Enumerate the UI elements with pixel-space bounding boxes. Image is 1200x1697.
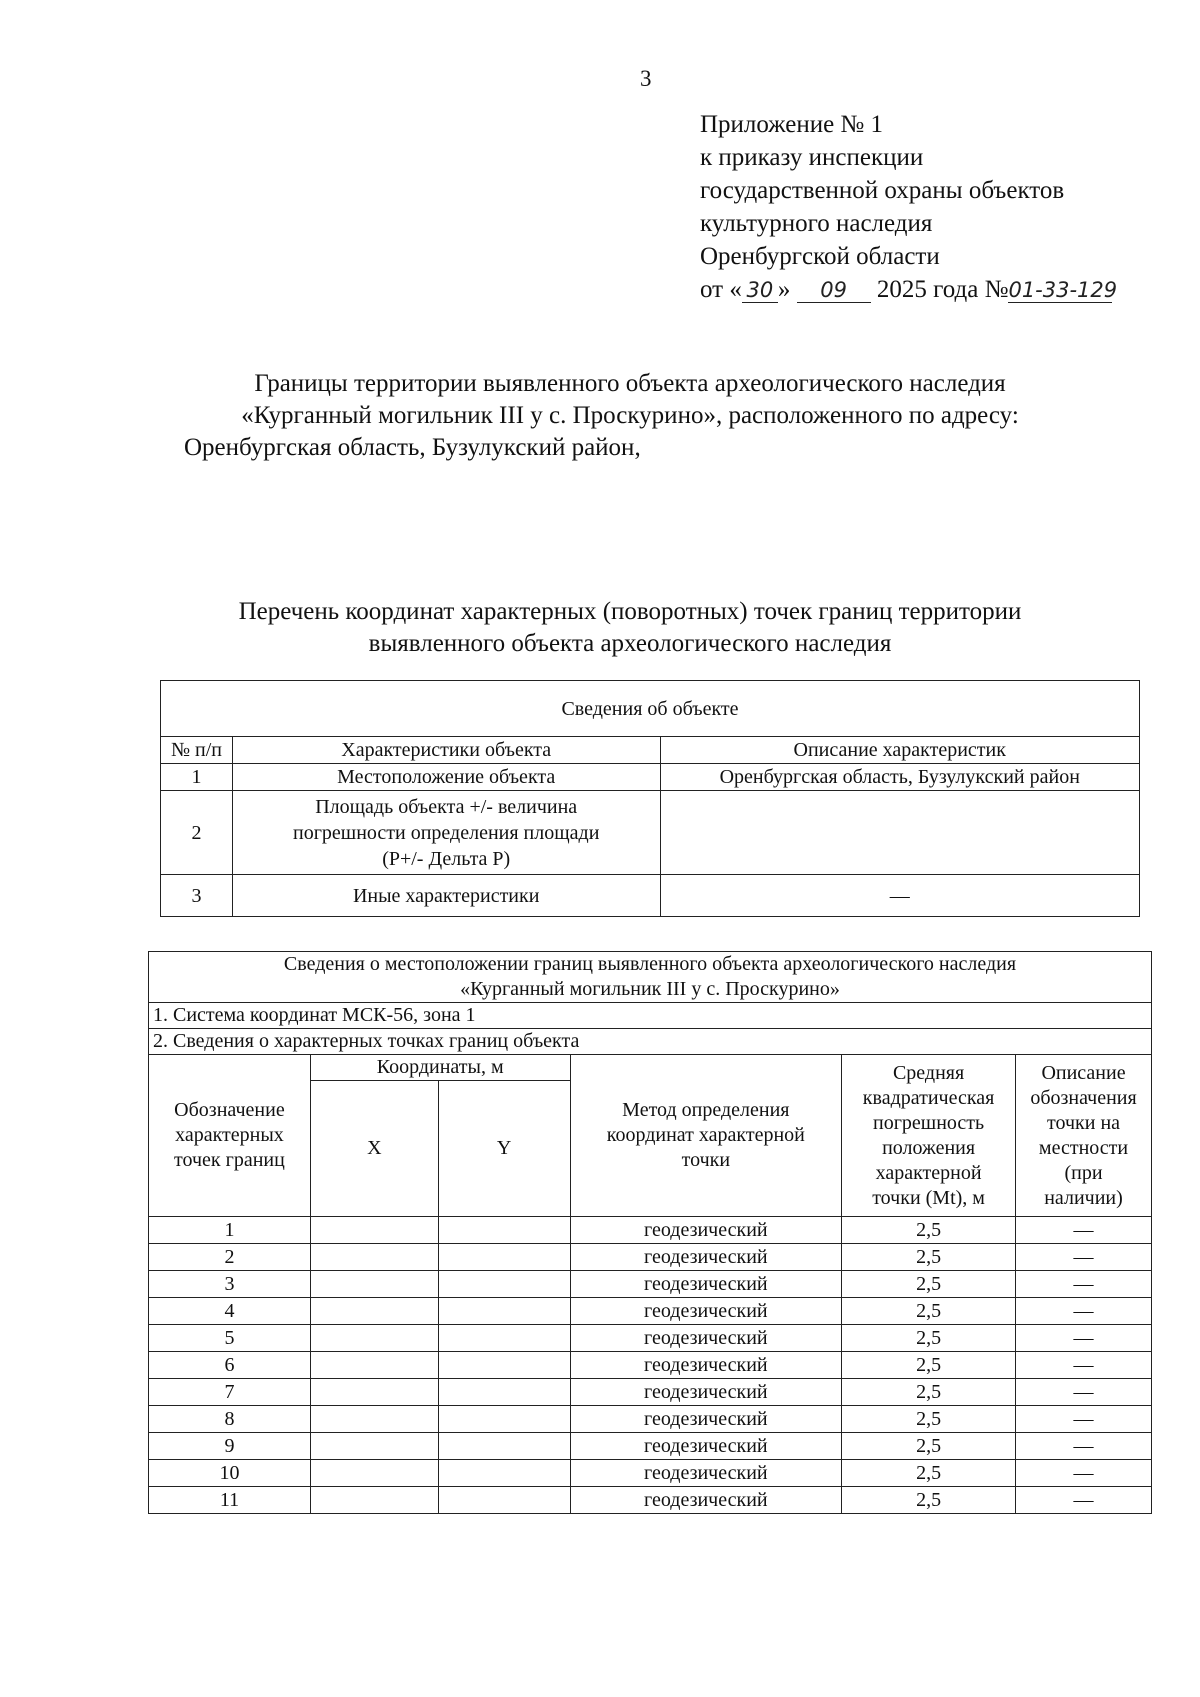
coord-x [310,1271,438,1298]
coord-y [438,1352,570,1379]
point-number: 6 [149,1352,311,1379]
table-row [149,1271,1152,1298]
header-y: Y [438,1081,570,1217]
appendix-line: Оренбургской области [700,243,940,270]
header-line: точки [681,1149,731,1171]
coord-x [310,1325,438,1352]
header-line: положения [882,1136,976,1159]
coordinate-system: 1. Система координат МСК-56, зона 1 [149,1003,1152,1029]
heading-line: Границы территории выявленного объекта археологического наследия [254,370,1006,397]
point-description: — [1016,1352,1152,1379]
coord-x [310,1379,438,1406]
row-characteristic [232,791,660,875]
coord-y [438,1298,570,1325]
coord-y [438,1460,570,1487]
header-num: № п/п [161,737,233,764]
error: 2,5 [842,1406,1016,1433]
row-description: Оренбургская область, Бузулукский район [660,764,1140,791]
boundary-points-table [148,951,1152,1514]
coord-x [310,1460,438,1487]
header-line: характерной [875,1161,982,1184]
error: 2,5 [842,1379,1016,1406]
point-number: 4 [149,1298,311,1325]
point-description: — [1016,1325,1152,1352]
date-month: 09 [797,278,871,303]
characteristic-line: Площадь объекта +/- величина [315,795,578,818]
method: геодезический [570,1271,842,1298]
header-line: наличии) [1044,1186,1123,1209]
row-description: — [660,875,1140,917]
characteristic-line: (Р+/- Дельта Р) [382,847,511,870]
appendix-line: государственной охраны объектов [700,177,1065,204]
table-row [149,1406,1152,1433]
coord-y [438,1406,570,1433]
point-description: — [1016,1298,1152,1325]
error: 2,5 [842,1325,1016,1352]
table-row [161,791,1140,875]
points-section-title: 2. Сведения о характерных точках границ объекта [149,1029,1152,1055]
list-heading-line: выявленного объекта археологического наследия [368,630,892,657]
coord-x [310,1406,438,1433]
document-heading [180,368,1080,464]
error: 2,5 [842,1487,1016,1514]
table-row [149,1298,1152,1325]
point-number: 8 [149,1406,311,1433]
header-line: точек границ [174,1149,285,1171]
error: 2,5 [842,1460,1016,1487]
point-number: 1 [149,1217,311,1244]
row-num: 2 [161,791,233,875]
point-description: — [1016,1460,1152,1487]
method: геодезический [570,1325,842,1352]
method: геодезический [570,1352,842,1379]
title-line: Сведения о местоположении границ выявленного объекта археологического наследия [283,953,1017,975]
point-number: 11 [149,1487,311,1514]
table-row [161,764,1140,791]
row-num: 3 [161,875,233,917]
point-description: — [1016,1244,1152,1271]
appendix-line: Приложение № 1 [700,111,884,138]
header-description: Описание характеристик [660,737,1140,764]
point-number: 2 [149,1244,311,1271]
error: 2,5 [842,1433,1016,1460]
header-x: X [310,1081,438,1217]
coord-y [438,1487,570,1514]
error: 2,5 [842,1244,1016,1271]
header-line: обозначения [1030,1086,1137,1109]
table-row [149,1217,1152,1244]
header-line: координат характерной [606,1124,805,1146]
coord-y [438,1217,570,1244]
point-description: — [1016,1217,1152,1244]
coord-x [310,1352,438,1379]
table-row [149,1379,1152,1406]
object-table-title: Сведения об объекте [161,681,1140,737]
list-heading [160,596,1100,660]
header-error [842,1055,1016,1217]
error: 2,5 [842,1217,1016,1244]
row-characteristic: Иные характеристики [232,875,660,917]
appendix-date-line [700,273,1118,306]
date-mid: » [777,276,791,303]
method: геодезический [570,1460,842,1487]
header-method [570,1055,842,1217]
date-day: 30 [742,278,778,303]
header-line: (при [1064,1161,1103,1184]
boundary-table-title [149,952,1152,1003]
heading-line: «Курганный могильник III у с. Проскурино», расположенного по адресу: [241,402,1019,429]
coord-x [310,1487,438,1514]
point-description: — [1016,1406,1152,1433]
header-line: Средняя [892,1061,965,1084]
appendix-line: к приказу инспекции [700,144,924,171]
order-number: 01-33-129 [1008,278,1118,302]
header-line: квадратическая [862,1086,995,1109]
point-description: — [1016,1271,1152,1298]
table-row [149,1325,1152,1352]
header-coordinates: Координаты, м [310,1055,570,1081]
coord-y [438,1244,570,1271]
coord-x [310,1217,438,1244]
object-info-table [160,680,1140,917]
row-description [660,791,1140,875]
appendix-line: культурного наследия [700,210,933,237]
method: геодезический [570,1217,842,1244]
header-line: Обозначение [174,1099,285,1121]
method: геодезический [570,1379,842,1406]
point-description: — [1016,1433,1152,1460]
header-line: местности [1038,1136,1129,1159]
point-description: — [1016,1487,1152,1514]
header-line: точки на [1047,1111,1121,1134]
coord-y [438,1433,570,1460]
point-number: 3 [149,1271,311,1298]
point-number: 7 [149,1379,311,1406]
header-characteristic: Характеристики объекта [232,737,660,764]
heading-line: Оренбургская область, Бузулукский район, [184,434,641,461]
row-num: 1 [161,764,233,791]
coord-x [310,1433,438,1460]
title-line: «Курганный могильник III у с. Проскурино» [460,978,840,1000]
row-characteristic: Местоположение объекта [232,764,660,791]
point-number: 10 [149,1460,311,1487]
characteristic-line: погрешности определения площади [293,821,600,844]
method: геодезический [570,1298,842,1325]
coord-x [310,1298,438,1325]
header-line: погрешность [873,1111,985,1134]
header-point-description [1016,1055,1152,1217]
table-row [149,1352,1152,1379]
table-row [149,1460,1152,1487]
header-line: Описание [1041,1061,1126,1084]
table-row [149,1244,1152,1271]
table-row [149,1433,1152,1460]
appendix-block [700,108,1118,306]
header-designation [149,1055,311,1217]
coord-y [438,1325,570,1352]
point-number: 9 [149,1433,311,1460]
method: геодезический [570,1244,842,1271]
table-row [161,875,1140,917]
header-line: характерных [175,1124,284,1146]
coord-x [310,1244,438,1271]
point-number: 5 [149,1325,311,1352]
list-heading-line: Перечень координат характерных (поворотных) точек границ территории [238,598,1022,625]
error: 2,5 [842,1271,1016,1298]
date-prefix: от « [700,276,742,303]
table-row [149,1487,1152,1514]
method: геодезический [570,1406,842,1433]
error: 2,5 [842,1298,1016,1325]
header-line: Метод определения [622,1099,790,1121]
error: 2,5 [842,1352,1016,1379]
page-number: 3 [640,66,652,91]
method: геодезический [570,1433,842,1460]
header-line: точки (Mt), м [872,1186,985,1209]
point-description: — [1016,1379,1152,1406]
coord-y [438,1271,570,1298]
coord-y [438,1379,570,1406]
method: геодезический [570,1487,842,1514]
date-year: 2025 года № [876,276,1009,303]
